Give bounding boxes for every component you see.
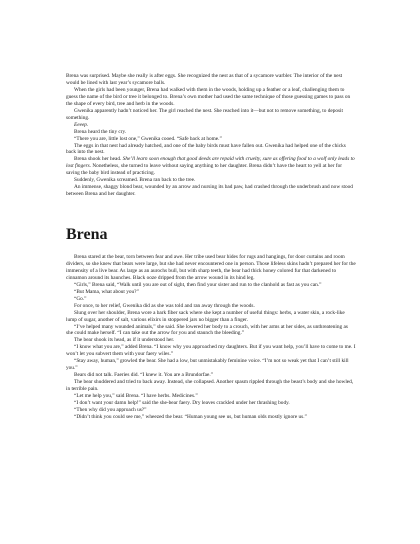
- paragraph: “I’ve helped many wounded animals,” she said. She lowered her body to a crouch, with her arms at her sides, as unthreatening as she could make herself. “I can take out the arrow for you and staunch the bleeding.”: [66, 323, 348, 337]
- paragraph: The eggs in that nest had already hatched, and one of the baby birds must have fallen out. Gwenika had helped one of the chicks back into the nest.: [66, 142, 346, 156]
- paragraph: “Stay away, human,” growled the bear. She had a low, but unmistakably feminine voice. “I’m not so weak yet that I can’t still kill you.”: [66, 358, 349, 372]
- paragraph: The bear shook its head, as if it understood her.: [74, 337, 175, 344]
- paragraph: Brena heard the tiny cry.: [74, 128, 127, 135]
- paragraph: Slung over her shoulder, Brena wore a bark fiber sack where she kept a number of useful things: herbs, a water skin, a rock-like lump of sugar, another of salt, various elixirs in stoppered jars no bigger than a finger.: [66, 309, 345, 323]
- paragraph: Suddenly, Gwenika screamed. Brena ran back to the tree.: [74, 177, 196, 184]
- paragraph: “Didn’t think you could see me,” wheezed the bear. “Human young see us, but human olds mostly ignore us.”: [74, 413, 307, 420]
- section-heading: Brena: [66, 226, 108, 243]
- paragraph: Bears did not talk. Faeries did. “I knew it. You are a Brundorfae.”: [74, 372, 214, 379]
- paragraph: “Go.”: [74, 295, 87, 302]
- paragraph: “Then why did you approach us?”: [74, 406, 147, 413]
- paragraph: Brena shook her head. She’ll learn soon enough that good deeds are repaid with cruelty, sure as offering food to a wolf only leads to lost fingers. Nonetheless, she turned to leave without saying anything to her daughter. Brena didn’t have the heart to yell at her for saving the baby bird instead of practicing.: [66, 156, 355, 177]
- paragraph: “But Mama, what about you?”: [74, 288, 139, 295]
- paragraph: “I don’t want your damn help!” said the she-bear faery. Dry leaves crackled under her thrashing body.: [74, 400, 290, 407]
- paragraph: For once, to her relief, Gwenika did as she was told and ran away through the woods.: [74, 302, 255, 309]
- paragraph: The bear shuddered and tried to back away. Instead, she collapsed. Another spasm rippled through the beast’s body and she howled, in terrible pain.: [66, 379, 354, 393]
- paragraph: Gwenika apparently hadn’t noticed her. The girl reached the nest. She reached into it—but not to remove something, to deposit something.: [66, 107, 343, 121]
- paragraph: When the girls had been younger, Brena had walked with them in the woods, holding up a feather or a leaf, challenging them to guess the name of the bird or tree it belonged to. Brena’s own mother had used the same technique of those guessing games to pass on the shape of every bird, tree and herb in the woods.: [66, 86, 351, 107]
- paragraph: “There you are, little lost one,” Gwenika cooed. “Safe back at home.”: [74, 135, 222, 142]
- paragraph: Eeeep.: [74, 121, 89, 128]
- paragraph: “Girls,” Brena said, “Walk until you are out of sight, then find your sister and run to the clanhold as fast as you can.”: [74, 281, 322, 288]
- paragraph: “Let me help you,” said Brena. “I have herbs. Medicines.”: [74, 393, 198, 400]
- section-1-text: [66, 73, 356, 198]
- paragraph: An immense, shaggy blond bear, wounded by an arrow and nursing its bad paw, had crashed through the underbrush and now stood between Brena and her daughter.: [66, 184, 353, 198]
- paragraph: Brena stared at the bear, torn between fear and awe. Her tribe used bear hides for rugs and hangings, for door curtains and room dividers, so she knew that bears were large, but she had never encountered one in person. Those lifeless skins hadn’t prepared her for the immensity of a live bear. As large as an aurochs bull, but with sharp teeth, the bear had thick honey colored fur that darkened to cinnamon around its haunches. Black ooze dripped from the arrow wound in its hind leg.: [66, 254, 356, 281]
- section-2-text: [66, 254, 356, 421]
- paragraph: “I know what you are,” added Brena. “I know why you approached my daughters. But if you want help, you’ll have to come to me. I won’t let you subvert them with your faery wiles.”: [66, 344, 356, 358]
- paragraph: Brena was surprised. Maybe she really is after eggs. She recognized the nest as that of a sycamore warbler. The interior of the nest would be lined with last year’s sycamore balls.: [66, 73, 343, 86]
